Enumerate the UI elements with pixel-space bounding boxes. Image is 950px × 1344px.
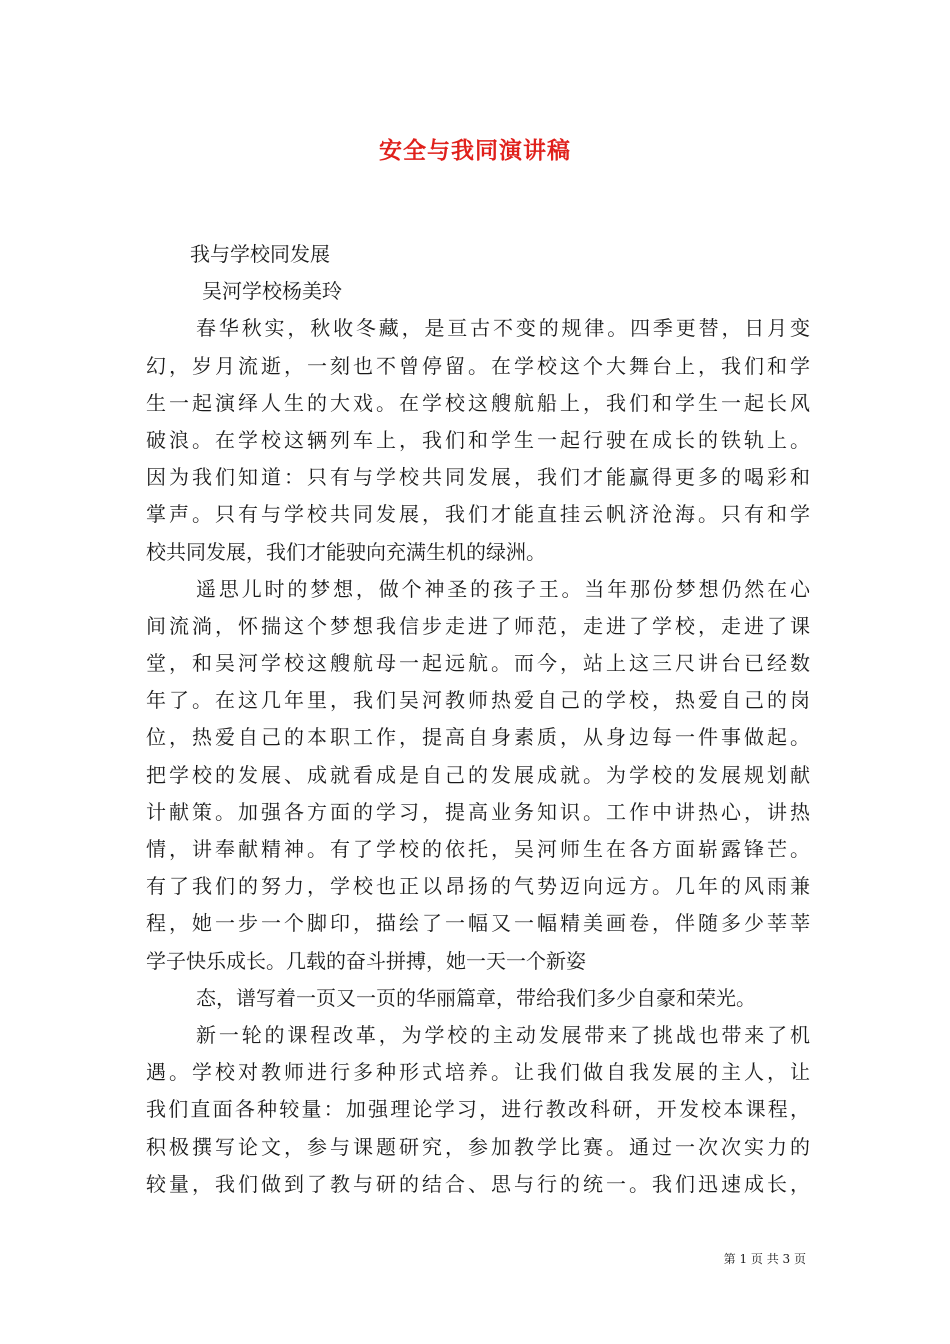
body-line: 遥思儿时的梦想，做个神圣的孩子王。当年那份梦想仍然在心 xyxy=(196,576,810,601)
body-line: 我们直面各种较量：加强理论学习，进行教改科研，开发校本课程， xyxy=(146,1097,810,1122)
body-line: 较量，我们做到了教与研的结合、思与行的统一。我们迅速成长， xyxy=(146,1171,810,1196)
body-line: 情，讲奉献精神。有了学校的依托，吴河师生在各方面崭露锋芒。 xyxy=(146,837,810,861)
body-line: 积极撰写论文，参与课题研究，参加教学比赛。通过一次次实力的 xyxy=(146,1134,810,1159)
body-line: 年了。在这几年里，我们吴河教师热爱自己的学校，热爱自己的岗 xyxy=(146,688,810,713)
subtitle: 我与学校同发展 xyxy=(190,242,330,266)
body-line: 因为我们知道：只有与学校共同发展，我们才能赢得更多的喝彩和 xyxy=(146,465,810,490)
body-line: 校共同发展，我们才能驶向充满生机的绿洲。 xyxy=(146,539,546,564)
body-line: 计献策。加强各方面的学习，提高业务知识。工作中讲热心，讲热 xyxy=(146,799,810,824)
body-line: 位，热爱自己的本职工作，提高自身素质，从身边每一件事做起。 xyxy=(146,725,810,750)
body-line: 幻，岁月流逝，一刻也不曾停留。在学校这个大舞台上，我们和学 xyxy=(146,353,810,378)
body-line: 有了我们的努力，学校也正以昂扬的气势迈向远方。几年的风雨兼 xyxy=(146,874,810,899)
body-line: 掌声。只有与学校共同发展，我们才能直挂云帆济沧海。只有和学 xyxy=(146,502,810,527)
document-body xyxy=(146,236,810,1203)
body-line: 生一起演绎人生的大戏。在学校这艘航船上，我们和学生一起长风 xyxy=(146,390,810,415)
body-line: 把学校的发展、成就看成是自己的发展成就。为学校的发展规划献 xyxy=(146,762,810,787)
body-line: 破浪。在学校这辆列车上，我们和学生一起行驶在成长的铁轨上。 xyxy=(146,427,810,452)
body-line: 程，她一步一个脚印，描绘了一幅又一幅精美画卷，伴随多少莘莘 xyxy=(146,911,810,936)
author-line: 吴河学校杨美玲 xyxy=(202,279,342,304)
body-line: 新一轮的课程改革，为学校的主动发展带来了挑战也带来了机 xyxy=(196,1022,810,1047)
body-line: 春华秋实，秋收冬藏，是亘古不变的规律。四季更替，日月变 xyxy=(196,316,810,341)
body-line: 遇。学校对教师进行多种形式培养。让我们做自我发展的主人，让 xyxy=(146,1060,810,1085)
body-line: 学子快乐成长。几载的奋斗拼搏，她一天一个新姿 xyxy=(146,948,586,973)
body-line: 间流淌，怀揣这个梦想我信步走进了师范，走进了学校，走进了课 xyxy=(146,613,810,638)
page-indicator: 第 1 页 共 3 页 xyxy=(723,1252,806,1266)
body-line: 态，谱写着一页又一页的华丽篇章，带给我们多少自豪和荣光。 xyxy=(196,985,756,1010)
document-title: 安全与我同演讲稿 xyxy=(379,137,571,164)
body-line: 堂，和吴河学校这艘航母一起远航。而今，站上这三尺讲台已经数 xyxy=(146,651,810,676)
